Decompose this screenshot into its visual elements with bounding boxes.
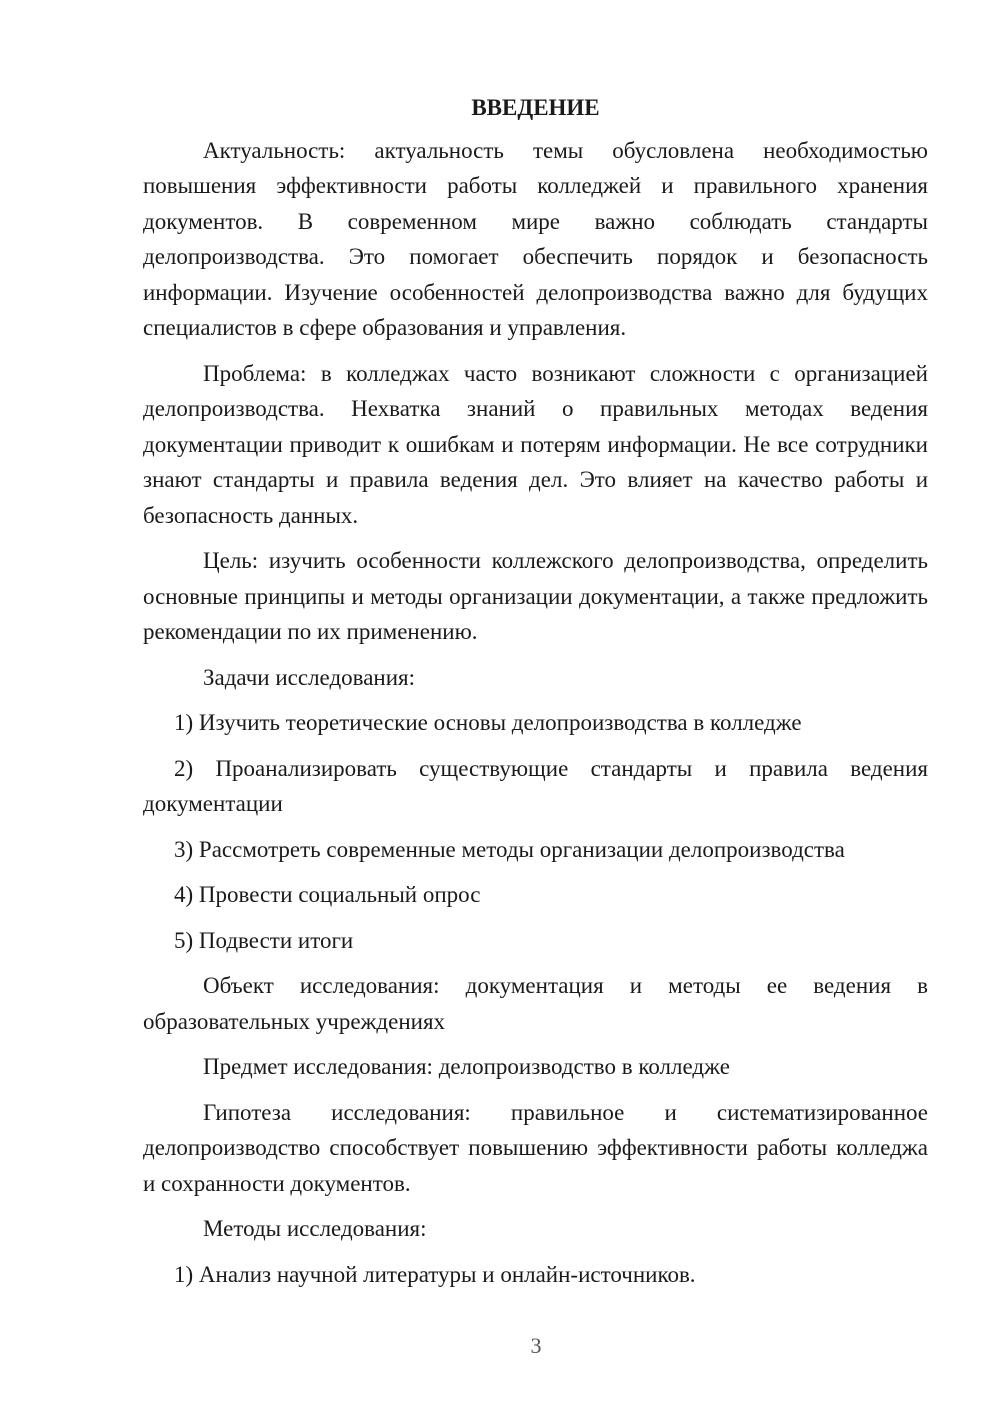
page-number: 3 [530, 1333, 542, 1358]
hypothesis-paragraph: Гипотеза исследования: правильное и систематизированное делопроизводство способствует повышению эффективности работы колледжа и сохранности документов. [143, 1099, 928, 1196]
problem-paragraph: Проблема: в колледжах часто возникают сложности с организацией делопроизводства. Нехватка знаний о правильных методах ведения документации приводит к ошибкам и потерям информации. Не все сотрудники знают стандарты и правила ведения дел. Это влияет на качество работы и безопасность данных. [143, 360, 928, 528]
subject-paragraph: Предмет исследования: делопроизводство в колледже [203, 1054, 730, 1079]
task-item: 4) Провести социальный опрос [174, 882, 481, 907]
task-item: 3) Рассмотреть современные методы организации делопроизводства [174, 836, 845, 862]
task-item: 5) Подвести итоги [174, 927, 354, 953]
page-content [143, 90, 928, 1302]
task-item: 2) Проанализировать существующие стандарты и правила ведения документации [143, 755, 928, 816]
object-paragraph: Объект исследования: документация и методы ее ведения в образовательных учреждениях [143, 973, 928, 1034]
relevance-paragraph: Актуальность: актуальность темы обусловлена необходимостью повышения эффективности работы колледжей и правильного хранения документов. В современном мире важно соблюдать стандарты делопроизводства. Это помогает обеспечить порядок и безопасность информации. Изучение особенностей делопроизводства важно для будущих специалистов в сфере образования и управления. [143, 137, 928, 340]
tasks-heading: Задачи исследования: [203, 664, 416, 690]
method-item: 1) Анализ научной литературы и онлайн-источников. [174, 1261, 696, 1287]
methods-heading: Методы исследования: [203, 1216, 427, 1241]
page-title: ВВЕДЕНИЕ [471, 95, 600, 120]
goal-paragraph: Цель: изучить особенности коллежского делопроизводства, определить основные принципы и методы организации документации, а также предложить рекомендации по их применению. [143, 548, 928, 644]
task-item: 1) Изучить теоретические основы делопроизводства в колледже [174, 710, 802, 735]
